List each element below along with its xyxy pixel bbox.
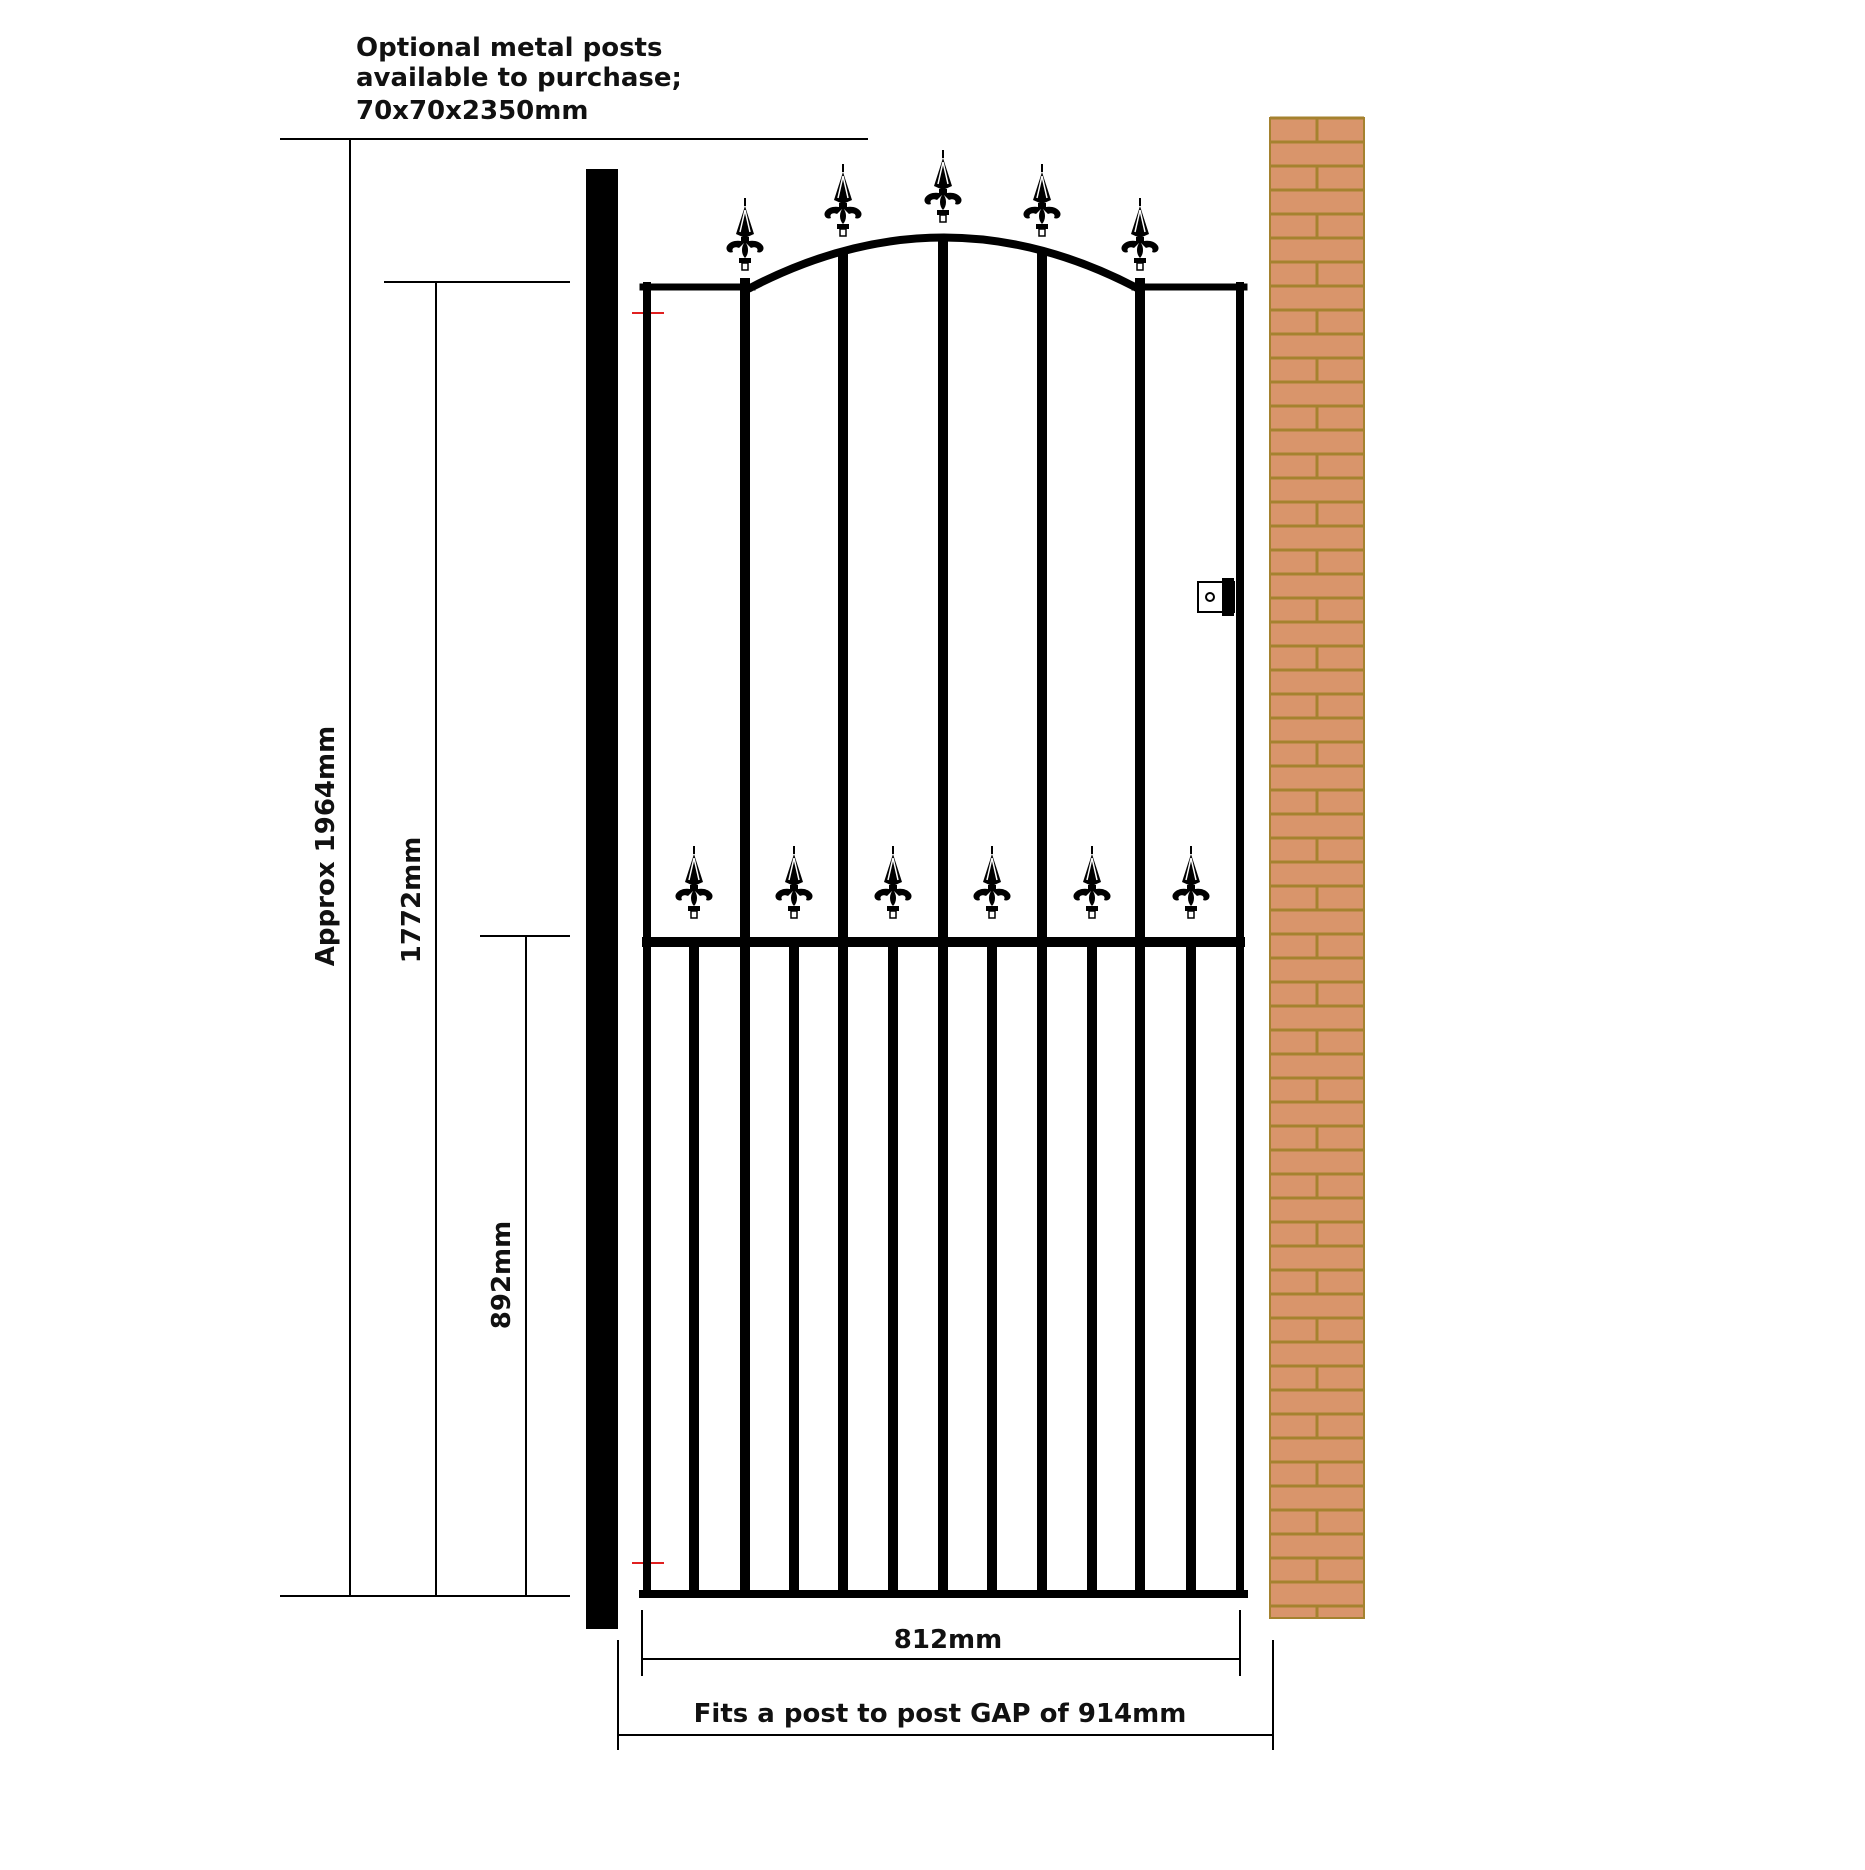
posts-note-line2: available to purchase; <box>356 63 682 93</box>
dimension-lines <box>280 139 868 1596</box>
gate-latch <box>1198 578 1234 616</box>
brick-pillar <box>1270 118 1364 1618</box>
gate-width-label: 812mm <box>893 1625 1003 1655</box>
posts-note-line3: 70x70x2350mm <box>356 96 589 126</box>
post-gap-label: Fits a post to post GAP of 914mm <box>693 1699 1187 1729</box>
mid-rail-height-label: 892mm <box>487 1220 517 1330</box>
posts-note-line1: Optional metal posts <box>356 33 663 63</box>
tall-bars <box>745 240 1140 1594</box>
metal-post <box>586 169 618 1629</box>
post-gap-dimension <box>618 1640 1273 1750</box>
top-rail-height-label: 1772mm <box>397 836 427 964</box>
overall-height-label: Approx 1964mm <box>311 725 341 967</box>
brick-face <box>1270 118 1364 1618</box>
